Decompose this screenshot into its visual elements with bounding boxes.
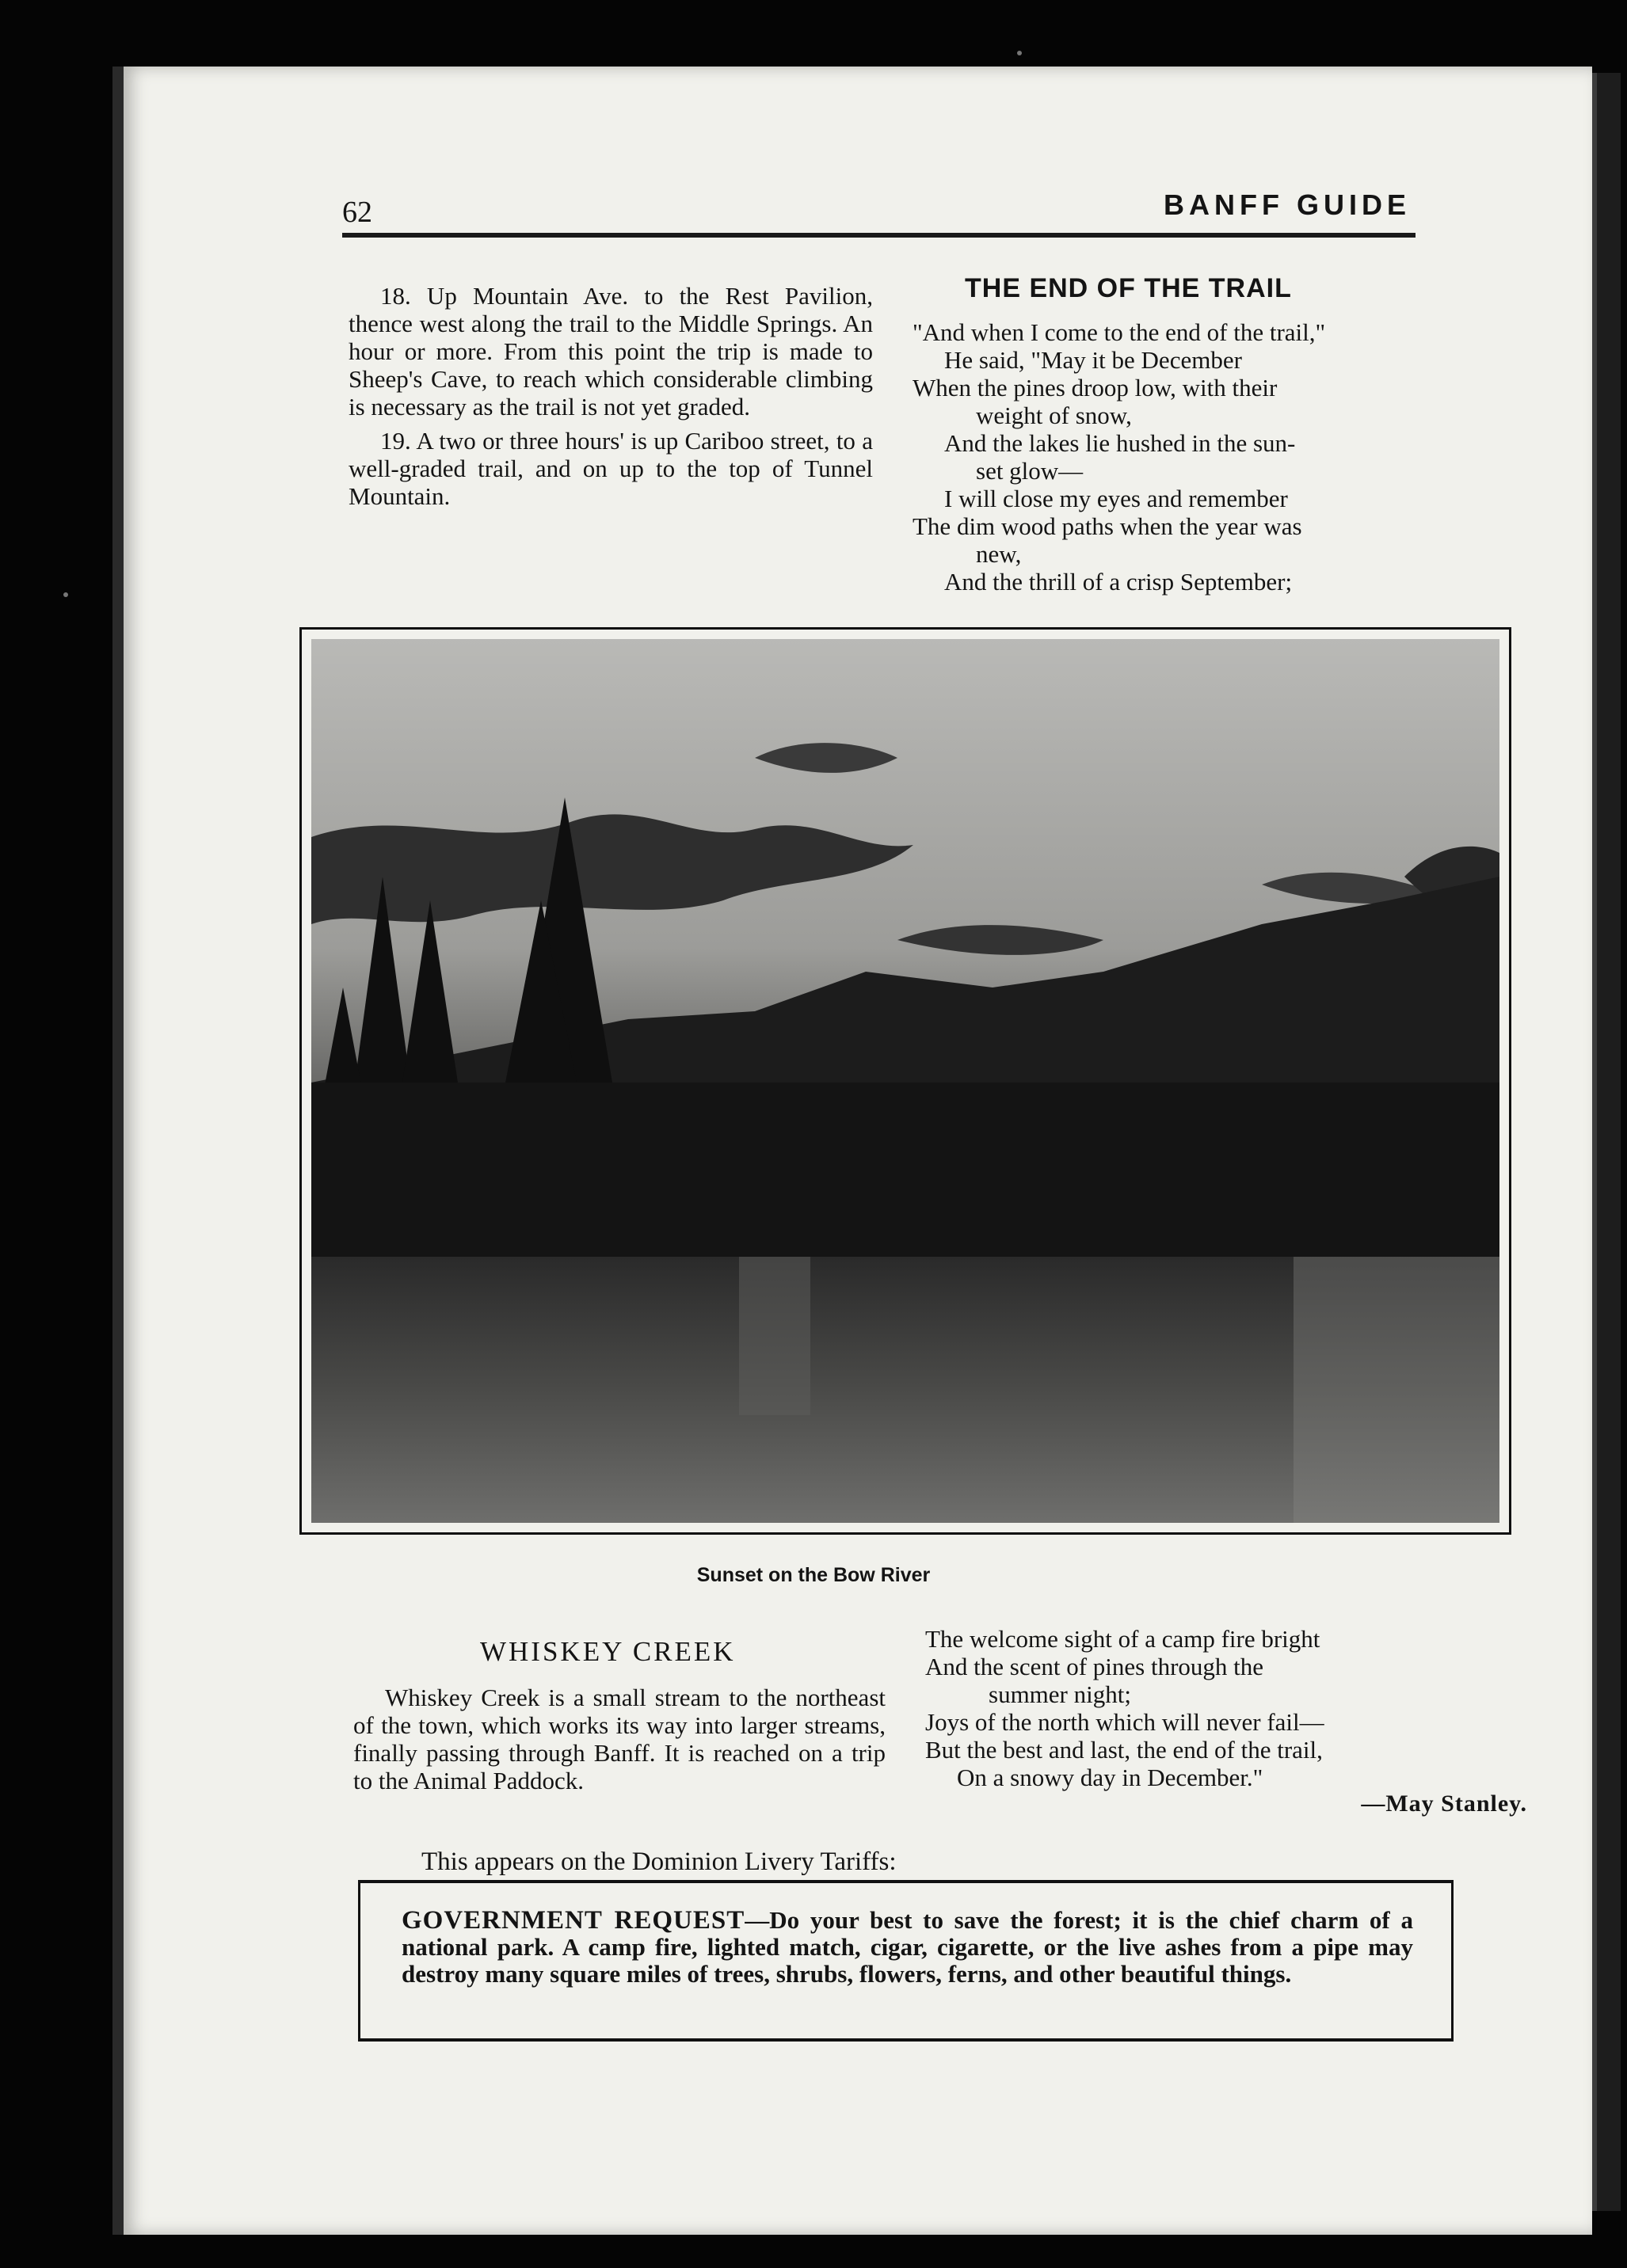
poem-line: And the scent of pines through the bbox=[925, 1653, 1264, 1680]
scan-speck bbox=[63, 592, 68, 597]
whiskey-creek-column bbox=[353, 1684, 886, 1801]
photo-image bbox=[311, 639, 1499, 1523]
sunset-photo bbox=[299, 627, 1511, 1535]
poem-title: THE END OF THE TRAIL bbox=[965, 273, 1292, 303]
running-title: BANFF GUIDE bbox=[1164, 188, 1411, 221]
poem-line: And the thrill of a crisp September; bbox=[944, 568, 1293, 596]
poem-signature: —May Stanley. bbox=[1361, 1790, 1527, 1817]
paragraph-18: 18. Up Mountain Ave. to the Rest Pavilion, thence west along the trail to the Middle Springs. An hour or more. From this point the trip is made to Sheep's Cave, to reach which considerable climbing is necessary as the trail is not yet graded. bbox=[349, 282, 873, 420]
poem-top bbox=[913, 318, 1325, 596]
notice-text bbox=[402, 1907, 1413, 1988]
poem-line: Joys of the north which will never fail— bbox=[925, 1708, 1324, 1736]
poem-line: The dim wood paths when the year was bbox=[913, 512, 1302, 540]
poem-line: When the pines droop low, with their bbox=[913, 374, 1278, 401]
government-request-box bbox=[358, 1880, 1454, 2042]
left-column bbox=[349, 282, 873, 516]
next-page-edge bbox=[1592, 73, 1621, 2211]
poem-line: I will close my eyes and remember bbox=[944, 485, 1288, 512]
poem-line: He said, "May it be December bbox=[944, 346, 1242, 374]
poem-line: "And when I come to the end of the trail," bbox=[913, 318, 1326, 346]
poem-line: summer night; bbox=[989, 1680, 1131, 1708]
notice-body: —Do your best to save the forest; it is the chief charm of a national park. A camp fire, lighted match, cigar, cigarette, or the live ashes from a pipe may destroy many square miles of trees, shrubs, flowers, ferns, and other beautiful things. bbox=[402, 1906, 1413, 1988]
paragraph-19: 19. A two or three hours' is up Cariboo street, to a well-graded trail, and on up to the top of Tunnel Mountain. bbox=[349, 427, 873, 510]
poem-line: And the lakes lie hushed in the sun- bbox=[944, 429, 1296, 457]
poem-line: new, bbox=[976, 540, 1022, 568]
notice-intro: This appears on the Dominion Livery Tariffs: bbox=[421, 1848, 897, 1876]
poem-line: set glow— bbox=[976, 457, 1084, 485]
notice-heading: GOVERNMENT REQUEST bbox=[402, 1906, 745, 1935]
poem-line: On a snowy day in December." bbox=[957, 1764, 1263, 1791]
poem-line: But the best and last, the end of the trail, bbox=[925, 1736, 1323, 1764]
page-header bbox=[342, 188, 1416, 238]
poem-line: weight of snow, bbox=[976, 401, 1132, 429]
photo-caption: Sunset on the Bow River bbox=[696, 1564, 931, 1586]
page-number: 62 bbox=[342, 196, 372, 229]
poem-bottom bbox=[925, 1625, 1324, 1791]
whiskey-creek-title: WHISKEY CREEK bbox=[480, 1636, 736, 1667]
whiskey-creek-body: Whiskey Creek is a small stream to the northeast of the town, which works its way into larger streams, finally passing through Banff. It is reached on a trip to the Animal Paddock. bbox=[353, 1684, 886, 1794]
scan-speck bbox=[1017, 51, 1022, 55]
poem-line: The welcome sight of a camp fire bright bbox=[925, 1625, 1320, 1653]
